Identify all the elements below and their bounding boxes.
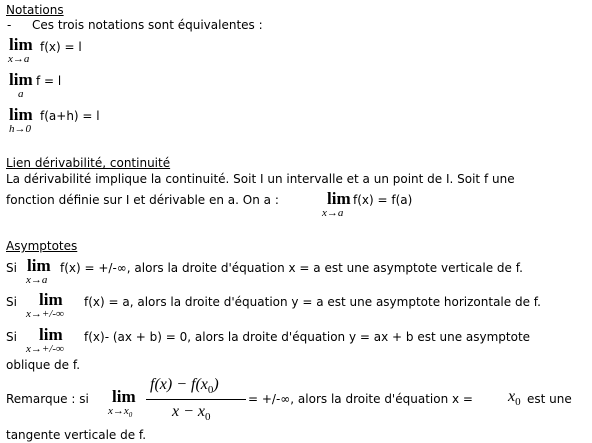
fraction-bar [146, 399, 246, 400]
fraction-denominator: $x - x_0$ [172, 403, 211, 423]
remarque-text-continued: tangente verticale de f. [6, 428, 147, 442]
lim-subscript: x→a [322, 207, 344, 219]
x0-symbol: $x_0$ [508, 388, 521, 408]
asymptote-text: f(x) = +/-∞, alors la droite d'équation x = a est une asymptote verticale de f. [60, 261, 523, 275]
remarque-text-end: est une [527, 392, 572, 406]
lim-symbol: lim [9, 70, 33, 89]
lim-symbol: lim [9, 35, 33, 54]
lim-symbol: lim [112, 387, 136, 406]
list-dash: - [7, 18, 12, 32]
notation-expression: f(x) = l [40, 40, 82, 54]
lim-subscript: x→a [8, 53, 30, 65]
remarque-label: Remarque : si [6, 392, 89, 406]
lim-symbol: lim [327, 189, 351, 208]
lim-symbol: lim [39, 325, 63, 344]
lien-paragraph-line: La dérivabilité implique la continuité. Soit I un intervalle et a un point de I. Soit f une [6, 172, 515, 186]
asymptote-text: f(x)- (ax + b) = 0, alors la droite d'équation y = ax + b est une asymptote [84, 330, 531, 344]
asymptote-text: f(x) = a, alors la droite d'équation y = a est une asymptote horizontale de f. [84, 295, 541, 309]
lim-symbol: lim [39, 290, 63, 309]
notation-expression: f = l [36, 74, 62, 88]
lim-symbol: lim [9, 105, 33, 124]
remarque-text: = +/-∞, alors la droite d'équation x = [248, 392, 473, 406]
notations-intro: Ces trois notations sont équivalentes : [32, 18, 263, 32]
fraction-numerator: $f(x) - f(x_0)$ [150, 376, 219, 396]
lim-subscript: $x\to x_0$ [108, 405, 133, 419]
si-label: Si [6, 295, 17, 309]
si-label: Si [6, 261, 17, 275]
lim-subscript: x→+/-∞ [26, 343, 64, 355]
lim-subscript: x→a [26, 274, 48, 286]
asymptote-text-continued: oblique de f. [6, 358, 81, 372]
notations-heading: Notations [6, 3, 64, 17]
si-label: Si [6, 330, 17, 344]
lim-subscript: h→0 [9, 123, 31, 135]
lim-subscript: a [18, 88, 24, 100]
lim-symbol: lim [27, 256, 51, 275]
lien-paragraph-line: fonction définie sur I et dérivable en a. On a : [6, 193, 279, 207]
notation-expression: f(a+h) = l [40, 109, 100, 123]
asymptotes-heading: Asymptotes [6, 239, 78, 253]
lien-heading: Lien dérivabilité, continuité [6, 156, 171, 170]
lien-expression: f(x) = f(a) [353, 193, 413, 207]
lim-subscript: x→+/-∞ [26, 308, 64, 320]
